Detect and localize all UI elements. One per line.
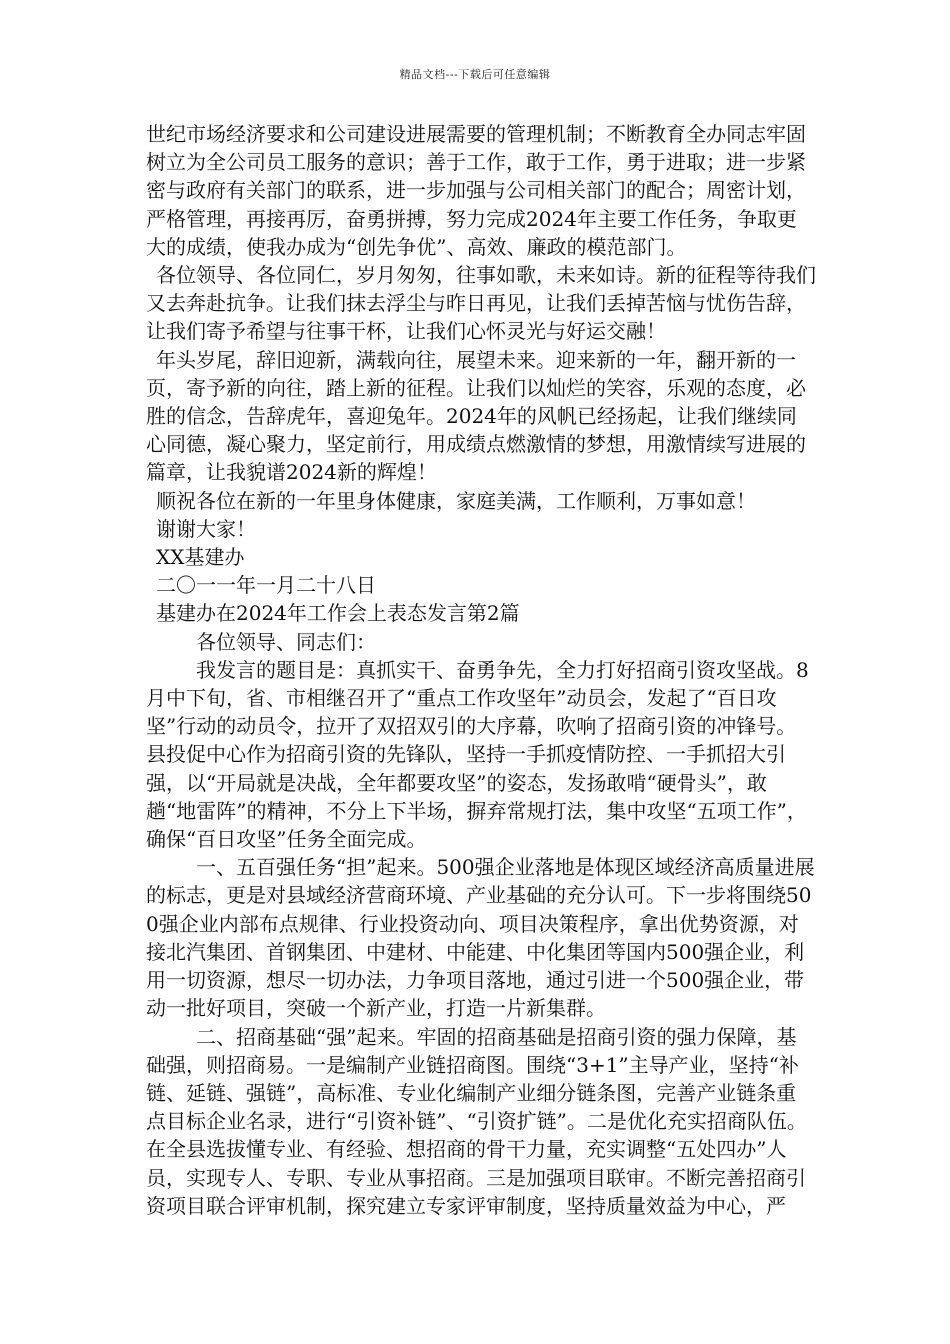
paragraph-management: 世纪市场经济要求和公司建设进展需要的管理机制；不断教育全办同志牢固树立为全公司员工服务的意识；善于工作，敢于工作，勇于进取；进一步紧密与政府有关部门的联系，进一步加强与公司相关部门的配合；周密计划，严格管理，再接再厉，奋勇拼搏，努力完成2024年主要工作任务，争取更大的成绩，使我办成为“创先争优”、高效、廉政的模范部门。 (146, 122, 806, 259)
page-header: 精品文档---下载后可任意编辑 (399, 68, 551, 81)
salutation: 各位领导、同志们： (196, 629, 376, 654)
section-title: 基建办在2024年工作会上表态发言第2篇 (156, 601, 520, 626)
paragraph-point-two: 二、招商基础“强”起来。牢固的招商基础是招商引资的强力保障，基础强，则招商易。一是编制产业链招商图。围绕“3+1”主导产业，坚持“补链、延链、强链”，高标准、专业化编制产业细分链条图，完善产业链条重点目标企业名录，进行“引资补链”、“引资扩链”。二是优化充实招商队伍。在全县选拔懂专业、有经验、想招商的骨干力量，充实调整“五处四办”人员，实现专人、专职、专业从事招商。三是加强项目联审。不断完善招商引资项目联合评审机制，探究建立专家评审制度，坚持质量效益为中心，严 (146, 1024, 807, 1218)
signature-office: XX基建办 (156, 545, 245, 570)
signature-date: 二〇一一年一月二十八日 (156, 573, 376, 598)
paragraph-wishes: 顺祝各位在新的一年里身体健康，家庭美满，工作顺利，万事如意！ (156, 488, 756, 513)
paragraph-thanks: 谢谢大家！ (156, 516, 256, 541)
paragraph-greeting-journey: 各位领导、各位同仁，岁月匆匆，往事如歌，未来如诗。新的征程等待我们又去奔赴抗争。让我们抹去浮尘与昨日再见，让我们丢掉苦恼与忧伤告辞，让我们寄予希望与往事干杯，让我们心怀灵光与好运交融！ (146, 263, 816, 344)
paragraph-speech-topic: 我发言的题目是：真抓实干、奋勇争先，全力打好招商引资攻坚战。8月中下旬，省、市相继召开了“重点工作攻坚年”动员会，发起了“百日攻坚”行动的动员令，拉开了双招双引的大序幕，吹响了招商引资的冲锋号。县投促中心作为招商引资的先锋队，坚持一手抓疫情防控、一手抓招大引强，以“开局就是决战，全年都要攻坚”的姿态，发扬敢啃“硬骨头”，敢趟“地雷阵”的精神，不分上下半场，摒弃常规打法，集中攻坚“五项工作”，确保“百日攻坚”任务全面完成。 (146, 657, 809, 852)
document-body (146, 120, 816, 1220)
paragraph-point-one: 一、五百强任务“担”起来。500强企业落地是体现区域经济高质量进展的标志，更是对县域经济营商环境、产业基础的充分认可。下一步将围绕500强企业内部布点规律、行业投资动向、项目决策程序，拿出优势资源，对接北汽集团、首钢集团、中建材、中能建、中化集团等国内500强企业，利用一切资源，想尽一切办法，力争项目落地，通过引进一个500强企业，带动一批好项目，突破一个新产业，打造一片新集群。 (146, 855, 815, 1021)
paragraph-new-year: 年头岁尾，辞旧迎新，满载向往，展望未来。迎来新的一年，翻开新的一页，寄予新的向往，踏上新的征程。让我们以灿烂的笑容，乐观的态度，必胜的信念，告辞虎年，喜迎兔年。2024年的风帆已经扬起，让我们继续同心同德，凝心聚力，坚定前行，用成绩点燃激情的梦想，用激情续写进展的篇章，让我貌谱2024新的辉煌！ (146, 347, 806, 485)
